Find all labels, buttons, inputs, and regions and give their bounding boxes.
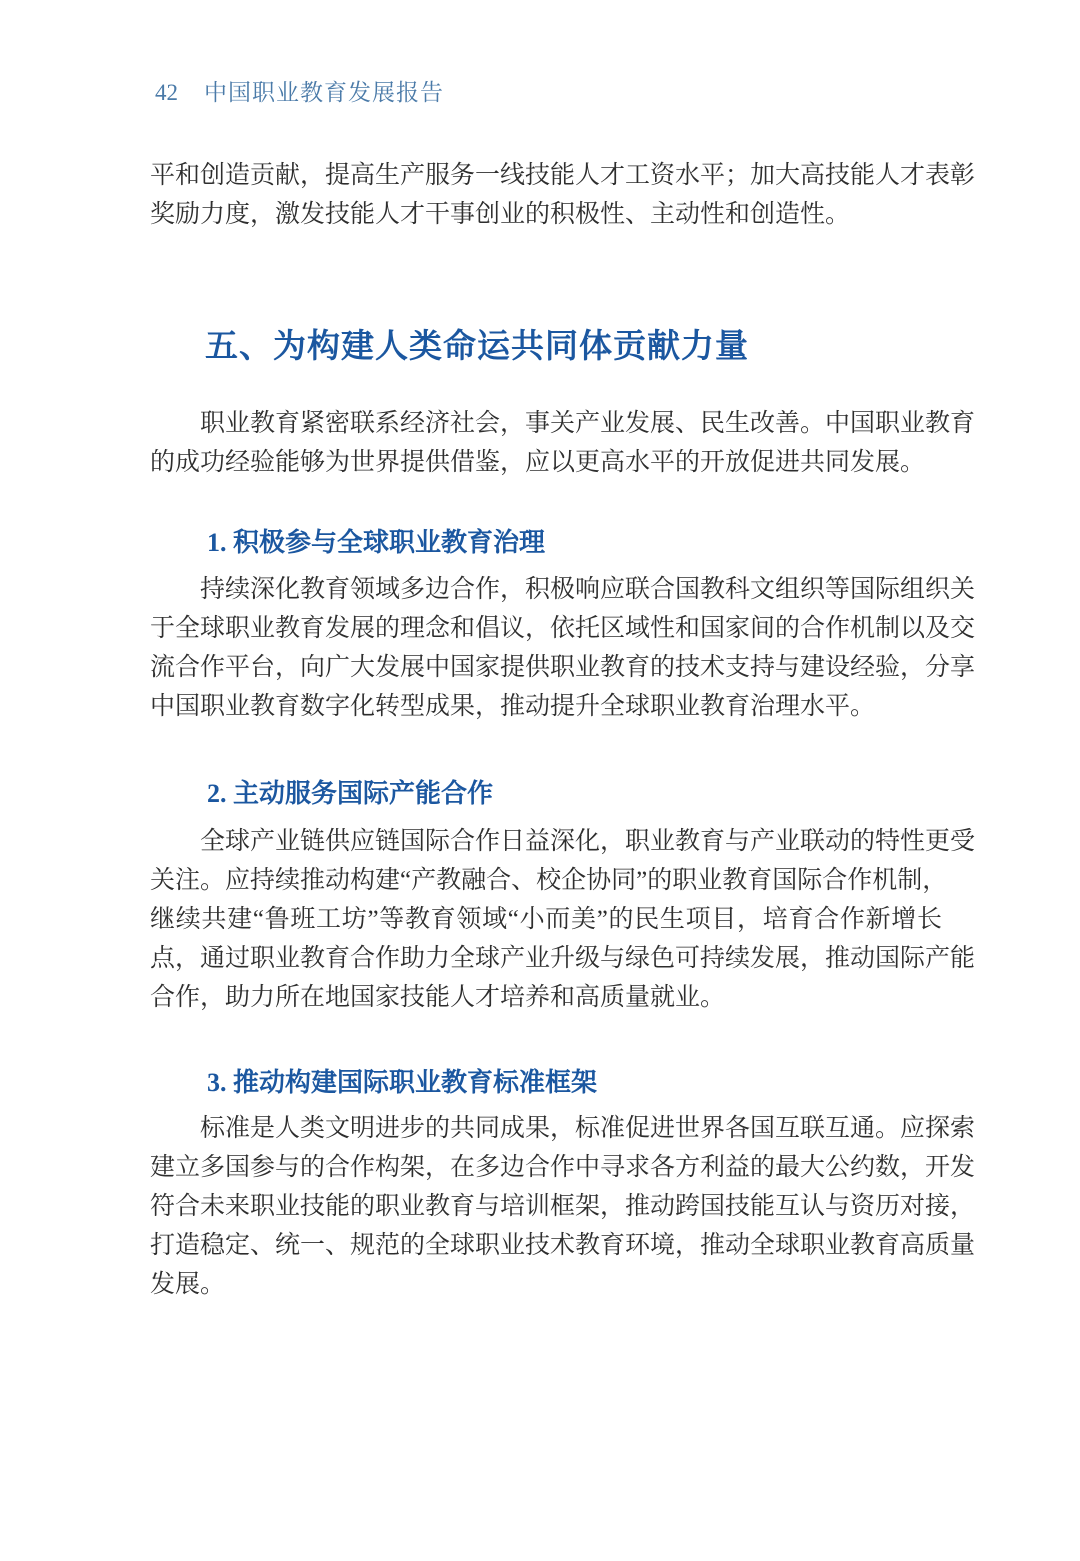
paragraph-line: 合作，助力所在地国家技能人才培养和高质量就业。 <box>150 984 726 1011</box>
paragraph-line: 符合未来职业技能的职业教育与培训框架，推动跨国技能互认与资历对接， <box>150 1193 976 1220</box>
running-header-title: 中国职业教育发展报告 <box>204 80 444 105</box>
paragraph-line: 继续共建“鲁班工坊”等教育领域“小而美”的民生项目，培育合作新增长 <box>150 906 942 933</box>
paragraph-line: 标准是人类文明进步的共同成果，标准促进世界各国互联互通。应探索 <box>200 1115 976 1142</box>
paragraph-line: 发展。 <box>150 1271 226 1298</box>
paragraph-line: 的成功经验能够为世界提供借鉴，应以更高水平的开放促进共同发展。 <box>150 449 926 476</box>
paragraph-line: 建立多国参与的合作构架，在多边合作中寻求各方利益的最大公约数，开发 <box>150 1154 976 1181</box>
section-heading: 五、为构建人类命运共同体贡献力量 <box>205 329 749 365</box>
subsection-1-paragraph <box>150 570 976 726</box>
page-number: 42 <box>155 80 178 105</box>
paragraph-line: 关注。应持续推动构建“产教融合、校企协同”的职业教育国际合作机制， <box>150 867 948 894</box>
paragraph-line: 点，通过职业教育合作助力全球产业升级与绿色可持续发展，推动国际产能 <box>150 945 976 972</box>
running-header <box>155 74 444 107</box>
subsection-2-paragraph <box>150 822 976 1017</box>
paragraph-line: 打造稳定、统一、规范的全球职业技术教育环境，推动全球职业教育高质量 <box>150 1232 976 1259</box>
subsection-2-heading: 2. 主动服务国际产能合作 <box>207 779 494 808</box>
paragraph-line: 职业教育紧密联系经济社会，事关产业发展、民生改善。中国职业教育 <box>200 410 976 437</box>
paragraph-line: 于全球职业教育发展的理念和倡议，依托区域性和国家间的合作机制以及交 <box>150 615 976 642</box>
paragraph-line: 持续深化教育领域多边合作，积极响应联合国教科文组织等国际组织关 <box>200 576 976 603</box>
paragraph-line: 奖励力度，激发技能人才干事创业的积极性、主动性和创造性。 <box>150 201 851 228</box>
paragraph-line: 全球产业链供应链国际合作日益深化，职业教育与产业联动的特性更受 <box>200 828 976 855</box>
subsection-3-paragraph <box>150 1109 976 1304</box>
intro-paragraph <box>150 156 976 234</box>
section-lead-paragraph <box>150 404 976 482</box>
paragraph-line: 流合作平台，向广大发展中国家提供职业教育的技术支持与建设经验，分享 <box>150 654 976 681</box>
subsection-1-heading: 1. 积极参与全球职业教育治理 <box>207 528 546 557</box>
subsection-3-heading: 3. 推动构建国际职业教育标准框架 <box>207 1068 598 1097</box>
paragraph-line: 中国职业教育数字化转型成果，推动提升全球职业教育治理水平。 <box>150 693 876 720</box>
paragraph-line: 平和创造贡献，提高生产服务一线技能人才工资水平；加大高技能人才表彰 <box>150 162 976 189</box>
